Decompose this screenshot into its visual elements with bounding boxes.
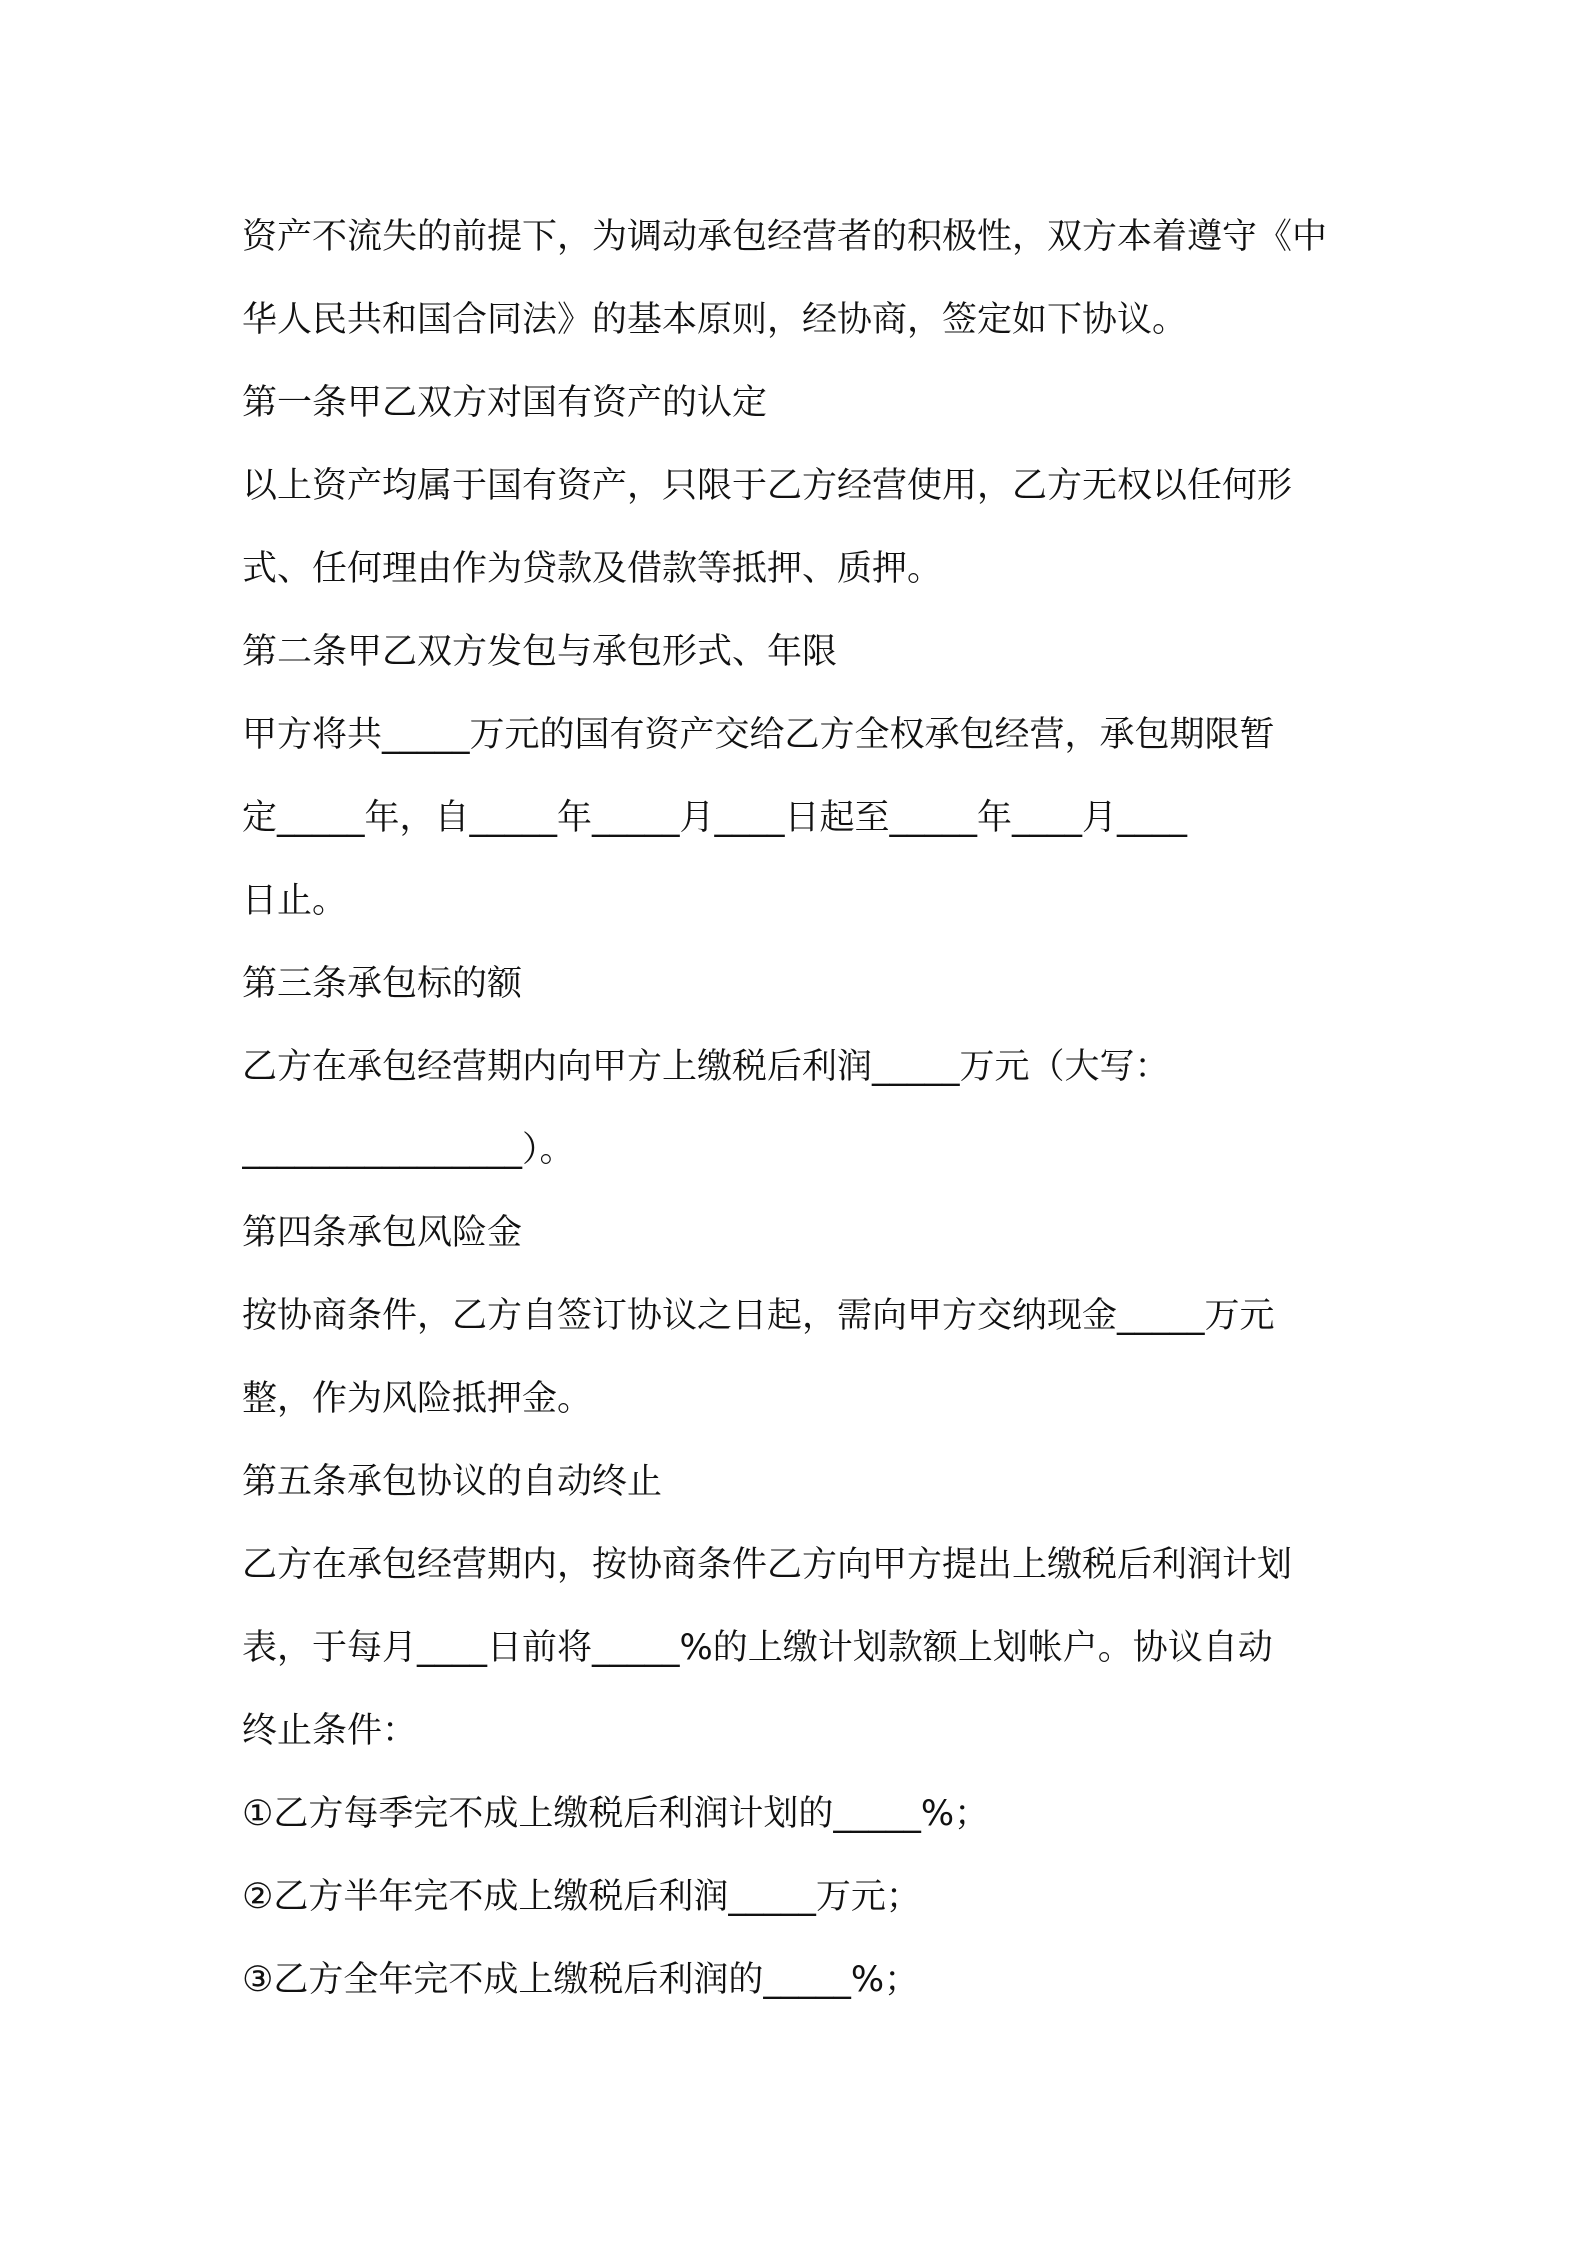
text-line: 华人民共和国合同法》的基本原则，经协商，签定如下协议。 — [242, 300, 1188, 340]
list-item: ③乙方全年完不成上缴税后利润的_____%； — [242, 1960, 920, 2000]
section-heading: 第一条甲乙双方对国有资产的认定 — [242, 383, 768, 423]
text-line: 按协商条件，乙方自签订协议之日起，需向甲方交纳现金_____万元 — [242, 1296, 1275, 1336]
list-item: ②乙方半年完不成上缴税后利润_____万元； — [242, 1877, 921, 1917]
section-heading: 第五条承包协议的自动终止 — [242, 1462, 663, 1502]
text-line: 资产不流失的前提下，为调动承包经营者的积极性，双方本着遵守《中 — [242, 217, 1328, 257]
section-heading: 第四条承包风险金 — [242, 1213, 523, 1253]
text-line: 表，于每月____日前将_____%的上缴计划款额上划帐户。协议自动 — [242, 1628, 1273, 1668]
text-line: 乙方在承包经营期内，按协商条件乙方向甲方提出上缴税后利润计划 — [242, 1545, 1293, 1585]
text-line: ________________）。 — [242, 1130, 575, 1170]
document-body — [242, 196, 1362, 2022]
text-line: 定_____年，自_____年_____月____日起至_____年____月____ — [242, 798, 1188, 838]
section-heading: 第二条甲乙双方发包与承包形式、年限 — [242, 632, 838, 672]
text-line: 式、任何理由作为贷款及借款等抵押、质押。 — [242, 549, 943, 589]
text-line: 以上资产均属于国有资产，只限于乙方经营使用，乙方无权以任何形 — [242, 466, 1293, 506]
section-heading: 第三条承包标的额 — [242, 964, 523, 1004]
text-line: 乙方在承包经营期内向甲方上缴税后利润_____万元（大写： — [242, 1047, 1170, 1087]
text-line: 日止。 — [242, 881, 348, 921]
text-line: 终止条件： — [242, 1711, 418, 1751]
text-line: 甲方将共_____万元的国有资产交给乙方全权承包经营，承包期限暂 — [242, 715, 1275, 755]
list-item: ①乙方每季完不成上缴税后利润计划的_____%； — [242, 1794, 990, 1834]
text-line: 整，作为风险抵押金。 — [242, 1379, 593, 1419]
